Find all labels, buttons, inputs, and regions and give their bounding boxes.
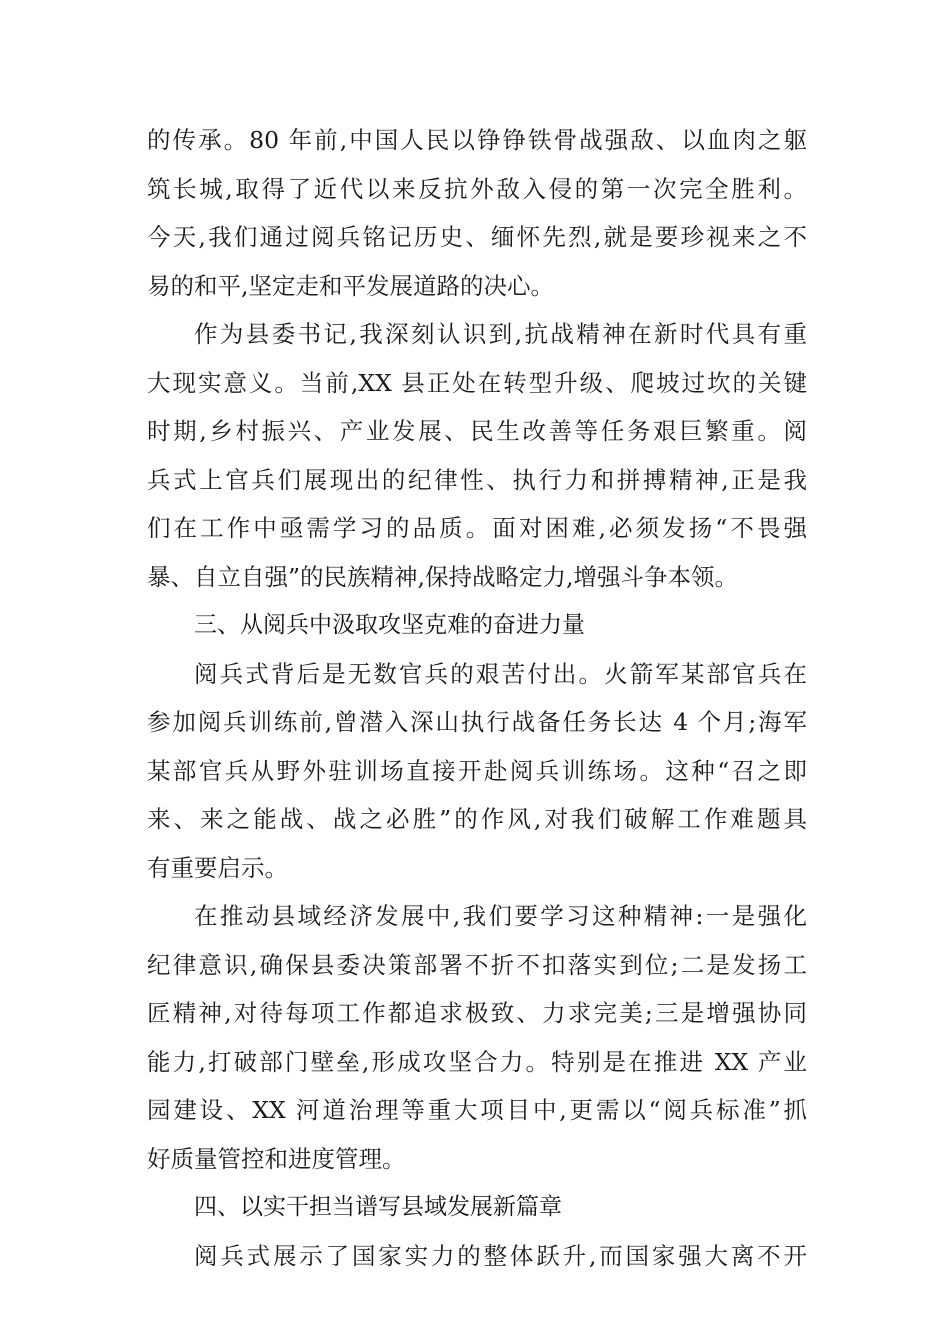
text-line: 纪律意识,确保县委决策部署不折不扣落实到位;二是发扬工: [147, 950, 807, 979]
text-line: 暴、自立自强”的民族精神,保持战略定力,增强斗争本领。: [147, 562, 738, 591]
text-line: 时期,乡村振兴、产业发展、民生改善等任务艰巨繁重。阅: [147, 417, 807, 445]
text-line: 筑长城,取得了近代以来反抗外敌入侵的第一次完全胜利。: [147, 174, 807, 203]
text-line: 某部官兵从野外驻训场直接开赴阅兵训练场。这种“召之即: [147, 756, 807, 785]
text-line: 园建设、XX 河道治理等重大项目中,更需以“阅兵标准”抓: [147, 1096, 807, 1124]
text-line: 参加阅兵训练前,曾潜入深山执行战备任务长达 4 个月;海军: [147, 708, 807, 736]
text-line: 阅兵式展示了国家实力的整体跃升,而国家强大离不开: [194, 1241, 807, 1270]
text-line: 能力,打破部门壁垒,形成攻坚合力。特别是在推进 XX 产业: [147, 1047, 807, 1076]
text-line: 作为县委书记,我深刻认识到,抗战精神在新时代具有重: [194, 320, 807, 348]
text-line: 的传承。80 年前,中国人民以铮铮铁骨战强敌、以血肉之躯: [147, 126, 807, 154]
section-heading: 四、以实干担当谱写县域发展新篇章: [194, 1194, 562, 1220]
text-line: 在推动县域经济发展中,我们要学习这种精神:一是强化: [194, 902, 807, 930]
text-line: 好质量管控和进度管理。: [147, 1144, 406, 1173]
document-body: [147, 116, 807, 1280]
paragraph: [147, 892, 807, 1183]
section-heading: 三、从阅兵中汲取攻坚克难的奋进力量: [194, 612, 585, 638]
text-line: 大现实意义。当前,XX 县正处在转型升级、爬坡过坎的关键: [147, 368, 807, 397]
text-line: 今天,我们通过阅兵铭记历史、缅怀先烈,就是要珍视来之不: [147, 223, 807, 251]
paragraph: [147, 1232, 807, 1281]
text-line: 来、来之能战、战之必胜”的作风,对我们破解工作难题具: [147, 805, 807, 833]
text-line: 兵式上官兵们展现出的纪律性、执行力和拼搏精神,正是我: [147, 465, 807, 494]
text-line: 有重要启示。: [147, 853, 288, 882]
text-line: 匠精神,对待每项工作都追求极致、力求完美;三是增强协同: [147, 999, 807, 1027]
paragraph: [147, 310, 807, 601]
paragraph: [147, 116, 807, 310]
text-line: 阅兵式背后是无数官兵的艰苦付出。火箭军某部官兵在: [194, 659, 807, 688]
text-line: 易的和平,坚定走和平发展道路的决心。: [147, 271, 554, 300]
paragraph: [147, 650, 807, 893]
text-line: 们在工作中亟需学习的品质。面对困难,必须发扬“不畏强: [147, 514, 807, 542]
